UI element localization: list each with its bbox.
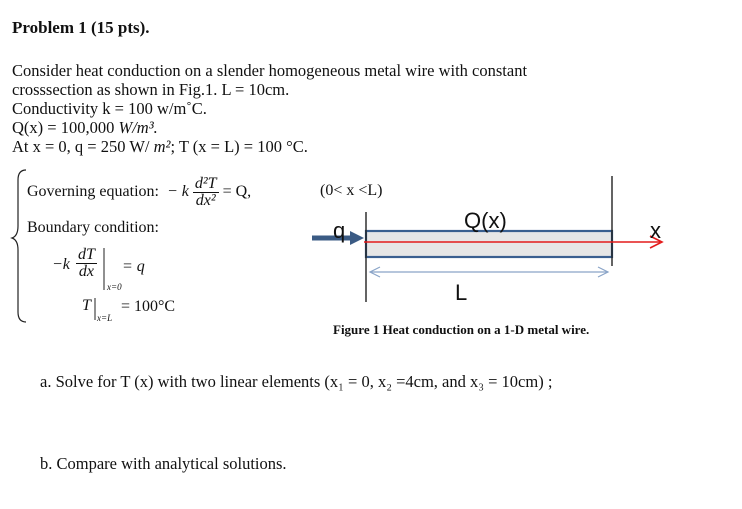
- equation-brace: [12, 170, 26, 322]
- problem-title: Problem 1 (15 pts).: [12, 18, 150, 37]
- bc1-lhs: −k: [52, 256, 70, 273]
- bc1-subscript: x=0: [107, 282, 122, 292]
- governing-fraction: $\frac{\text{d²T}}{\text{dx²}}$: [194, 175, 217, 209]
- governing-label: Governing equation:: [27, 183, 159, 201]
- source-label: Q(x): [464, 208, 507, 233]
- conductivity-line: Conductivity k = 100 w/m˚C.: [12, 99, 207, 118]
- x-axis-label: x: [650, 218, 661, 243]
- q-label: q: [333, 218, 346, 243]
- source-line: Q(x) = 100,000 W/m³.: [12, 118, 158, 137]
- governing-equation: [27, 176, 251, 209]
- q-arrow-head: [350, 231, 364, 245]
- intro-line-2: crosssection as shown in Fig.1. L = 10cm.: [12, 80, 290, 99]
- question-b: b. Compare with analytical solutions.: [40, 454, 287, 473]
- intro-line-1: Consider heat conduction on a slender homogeneous metal wire with constant: [12, 61, 528, 80]
- question-a: a. Solve for T (x) with two linear elements (x₁ = 0, x₂ =4cm, and x₃ = 10cm) ;: [40, 372, 553, 391]
- boundary-values-line: At x = 0, q = 250 W/ m²; T (x = L) = 100 °C.: [12, 137, 308, 156]
- bc2-rhs: = 100°C: [121, 298, 176, 315]
- bc2-subscript: x=L: [97, 313, 113, 323]
- domain-condition: (0< x <L): [320, 182, 383, 199]
- length-label: L: [455, 280, 468, 305]
- bc2-variable: T: [82, 297, 91, 314]
- bc1-fraction: $\frac{dT}{dx}$: [78, 246, 95, 280]
- boundary-label: Boundary condition:: [27, 219, 159, 236]
- governing-rhs: = Q,: [222, 183, 252, 201]
- bc1-rhs: = q: [122, 258, 145, 275]
- governing-lhs: − k: [166, 183, 189, 201]
- figure-caption: Figure 1 Heat conduction on a 1-D metal wire.: [333, 322, 590, 337]
- wire-body: [366, 231, 612, 257]
